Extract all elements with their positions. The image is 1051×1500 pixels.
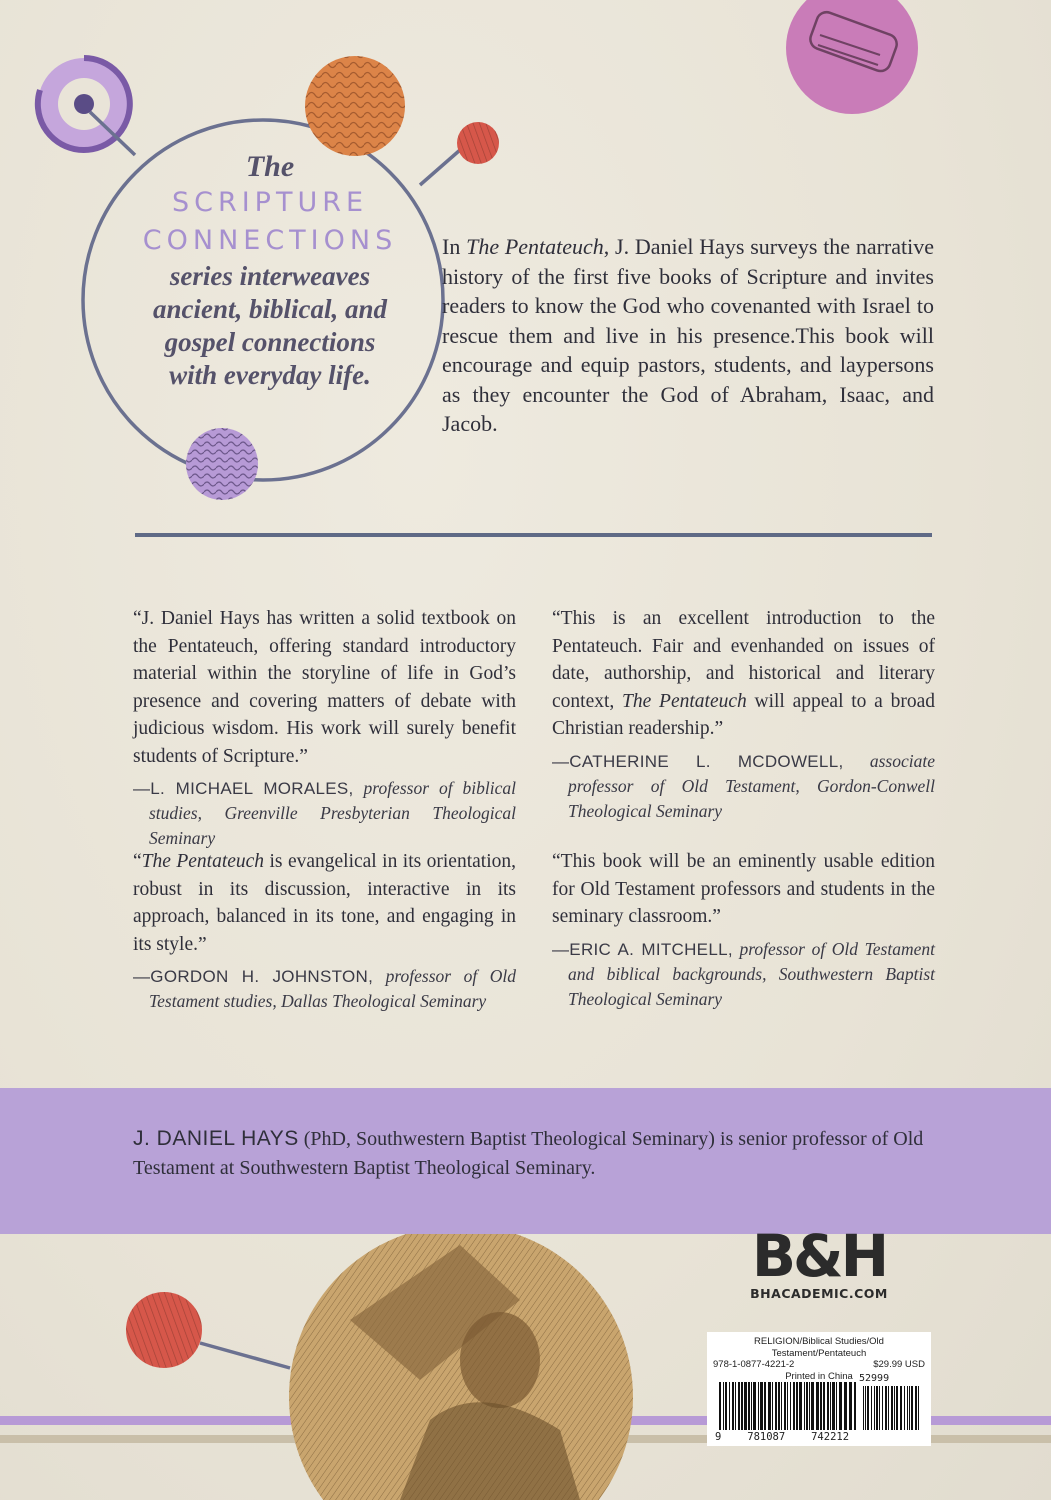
- barcode-bar: [768, 1382, 771, 1430]
- barcode-bar: [719, 1382, 721, 1430]
- barcode-bars: [717, 1382, 921, 1434]
- barcode-bar: [804, 1382, 805, 1430]
- endorsement-attribution: [552, 937, 935, 1012]
- barcode-spacer: [875, 1431, 925, 1443]
- barcode-bar: [882, 1386, 883, 1430]
- price: $29.99 USD: [873, 1359, 925, 1370]
- book-description: [442, 232, 934, 439]
- endorsement: [133, 848, 516, 1014]
- barcode-bar: [885, 1386, 887, 1430]
- endorser-title: professor of biblical studies, Greenville Presbyterian Theological Seminary: [149, 778, 516, 848]
- barcode-bar: [830, 1382, 831, 1430]
- barcode-bar: [909, 1386, 910, 1430]
- series-line: ancient, biblical, and: [152, 294, 387, 324]
- barcode-bar: [729, 1382, 730, 1430]
- quote-book-title: The Pentateuch: [622, 690, 747, 712]
- series-the: The: [245, 150, 295, 183]
- barcode-bar: [820, 1382, 822, 1430]
- barcode-bar: [823, 1382, 825, 1430]
- barcode-bar: [867, 1386, 869, 1430]
- endorsement-attribution: [133, 964, 516, 1014]
- endorsement-attribution: [552, 749, 935, 824]
- barcode-bar: [911, 1386, 913, 1430]
- endorser-name: —L. MICHAEL MORALES,: [133, 779, 354, 798]
- barcode-digit-group: 9: [715, 1431, 722, 1443]
- barcode-bar: [891, 1386, 893, 1430]
- swirl-icon: [38, 58, 135, 155]
- section-divider: [135, 533, 932, 537]
- endorsement: [552, 605, 935, 824]
- barcode-digits: [715, 1431, 925, 1443]
- barcode-bar: [918, 1386, 919, 1430]
- barcode-bar: [809, 1382, 810, 1430]
- quote-part: “: [133, 851, 142, 872]
- barcode-bar: [732, 1382, 734, 1430]
- barcode-bar: [876, 1386, 878, 1430]
- barcode-bar: [741, 1382, 743, 1430]
- barcode-bar: [751, 1382, 752, 1430]
- barcode-bar: [738, 1382, 740, 1430]
- barcode-bar: [888, 1386, 889, 1430]
- endorsement-quote: [552, 605, 935, 743]
- quote-part: will appeal to a broad Christian readership.”: [552, 690, 935, 739]
- intro-pre: In: [442, 234, 467, 259]
- endorsement-quote: “This book will be an eminently usable edition for Old Testament professors and students in the seminary classroom.”: [552, 851, 935, 927]
- barcode-bar: [849, 1382, 852, 1430]
- endorser-name: —CATHERINE L. MCDOWELL,: [552, 751, 844, 771]
- barcode-bar: [806, 1382, 808, 1430]
- barcode-bar: [900, 1386, 902, 1430]
- publisher-logo: [745, 1222, 893, 1301]
- barcode-bar: [854, 1382, 856, 1430]
- barcode-bar: [811, 1382, 814, 1430]
- barcode-bar: [839, 1382, 842, 1430]
- intro-post: , J. Daniel Hays surveys the narrative history of the first five books of Scripture and invites readers to know the God who covenanted with Israel to rescue them and live in his presence.This book will encourage and equip pastors, students, and laypersons as they encounter the God of Abraham, Isaac, and Jacob.: [442, 234, 934, 436]
- author-bio: [133, 1124, 943, 1183]
- bisac-category: RELIGION/Biblical Studies/Old Testament/Pentateuch: [754, 1336, 884, 1359]
- endorsement: [133, 605, 516, 851]
- series-line: gospel connections: [164, 327, 376, 357]
- barcode-bar: [832, 1382, 835, 1430]
- quote-part: is evangelical in its orientation, robust in its discussion, interactive in its approach, balanced in its tone, and engaging in its style.”: [133, 851, 516, 955]
- barcode-bar: [753, 1382, 756, 1430]
- barcode-digit-group: 742212: [811, 1431, 850, 1443]
- intro-book-title: The Pentateuch: [466, 234, 604, 259]
- barcode-bar: [863, 1386, 864, 1430]
- barcode-bar: [827, 1382, 829, 1430]
- series-line: series interweaves: [169, 261, 371, 291]
- series-line: with everyday life.: [169, 360, 371, 390]
- isbn: 978-1-0877-4221-2: [713, 1359, 795, 1370]
- barcode-bar: [760, 1382, 763, 1430]
- barcode-bar: [844, 1382, 847, 1430]
- printed-in: Printed in China: [785, 1370, 853, 1382]
- barcode-bar: [799, 1382, 802, 1430]
- barcode-bar: [775, 1382, 777, 1430]
- barcode-bar: [836, 1382, 837, 1430]
- endorser-title: professor of Old Testament studies, Dallas Theological Seminary: [149, 966, 516, 1011]
- barcode-bar: [735, 1382, 736, 1430]
- barcode-bar: [865, 1386, 866, 1430]
- barcode-bar: [744, 1382, 747, 1430]
- barcode-bar: [793, 1382, 795, 1430]
- endorser-title: associate professor of Old Testament, Gordon-Conwell Theological Seminary: [568, 750, 936, 821]
- barcode-addon: 52999: [859, 1373, 890, 1384]
- barcode-bar: [781, 1382, 782, 1430]
- barcode-bar: [758, 1382, 759, 1430]
- barcode-bar: [879, 1386, 880, 1430]
- author-name: J. DANIEL HAYS: [133, 1127, 299, 1150]
- barcode-bar: [796, 1382, 798, 1430]
- publisher-mark: B&H: [751, 1222, 887, 1290]
- barcode-bar: [772, 1382, 773, 1430]
- barcode-bar: [904, 1386, 905, 1430]
- series-blurb: [120, 150, 420, 392]
- barcode-bar: [784, 1382, 786, 1430]
- quote-part: “This is an excellent introduction to the Pentateuch. Fair and evenhanded on issues of date, authorship, and historical and literary context,: [552, 608, 935, 712]
- endorser-title: professor of Old Testament and biblical backgrounds, Southwestern Baptist Theological Seminary: [568, 938, 935, 1009]
- publisher-url: BHACADEMIC.COM: [750, 1286, 888, 1301]
- series-name-line2: CONNECTIONS: [142, 225, 398, 256]
- barcode-bar: [787, 1382, 788, 1430]
- endorser-name: —ERIC A. MITCHELL,: [552, 939, 733, 959]
- quote-book-title: The Pentateuch: [141, 851, 265, 872]
- author-bio-text: (PhD, Southwestern Baptist Theological Seminary) is senior professor of Old Testament at Southwestern Baptist Theological Seminary.: [133, 1128, 924, 1179]
- barcode-bar: [764, 1382, 766, 1430]
- barcode-bar: [915, 1386, 917, 1430]
- barcode-box: [707, 1332, 931, 1446]
- endorsement-quote: “J. Daniel Hays has written a solid textbook on the Pentateuch, offering standard introductory material within the storyline of life in God’s presence and covering matters of debate with judicious wisdom. His work will surely benefit students of Scripture.”: [133, 608, 516, 767]
- barcode-bar: [778, 1382, 780, 1430]
- barcode-digit-group: 781087: [747, 1431, 786, 1443]
- series-name-line1: SCRIPTURE: [171, 187, 369, 218]
- endorsement-attribution: [133, 776, 516, 851]
- barcode-bar: [816, 1382, 819, 1430]
- isbn-price-row: [713, 1359, 925, 1371]
- barcode-bar: [790, 1382, 791, 1430]
- moses-engraving: [289, 1225, 633, 1500]
- barcode-bar: [748, 1382, 750, 1430]
- endorsement: [552, 848, 935, 1012]
- barcode-bar: [894, 1386, 895, 1430]
- endorsement-quote: [133, 848, 516, 958]
- barcode-bar: [871, 1386, 872, 1430]
- barcode-bar: [723, 1382, 724, 1430]
- barcode-bar: [874, 1386, 875, 1430]
- barcode-bar: [896, 1386, 898, 1430]
- endorser-name: —GORDON H. JOHNSTON,: [133, 967, 374, 986]
- barcode-bar: [907, 1386, 908, 1430]
- barcode-bar: [725, 1382, 727, 1430]
